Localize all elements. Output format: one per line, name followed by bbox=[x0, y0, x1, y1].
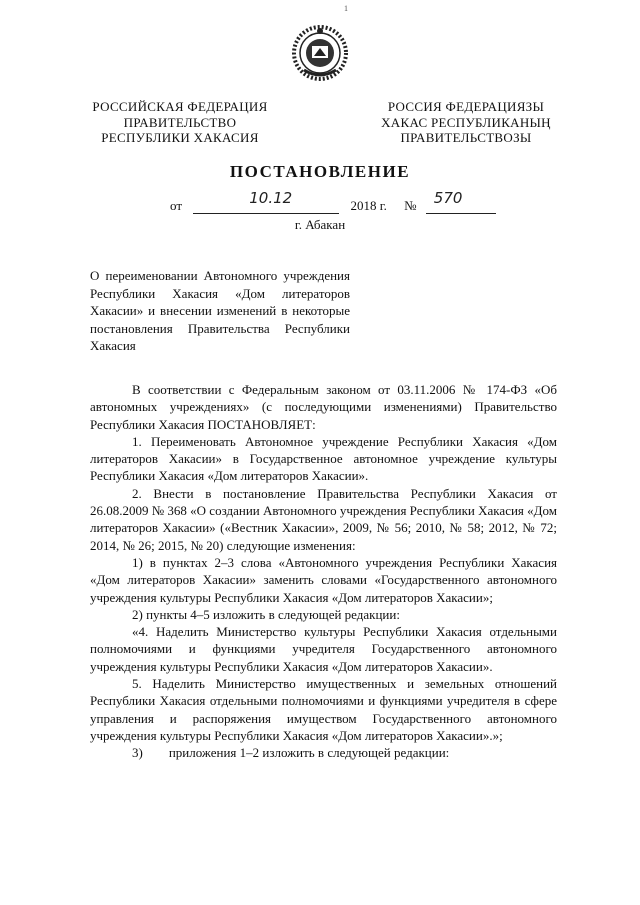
header-left-line: РОССИЙСКАЯ ФЕДЕРАЦИЯ bbox=[92, 99, 268, 114]
page-mark: 1 bbox=[344, 4, 348, 13]
header-left-line: РЕСПУБЛИКИ ХАКАСИЯ bbox=[101, 130, 259, 145]
paragraph: 5. Наделить Министерство имущественных и земельных отношений Республики Хакасия отдельными полномочиями и функциями учредителя в сфере управления и распоряжения имуществом Государственного автономного учреждения культуры Республики Хакасия «Дом литераторов Хакасии».»; bbox=[90, 676, 557, 743]
document-subject: О переименовании Автономного учреждения Республики Хакасия «Дом литераторов Хакасии» и внесении изменений в некоторые постановления Правительства Республики Хакасия bbox=[90, 268, 350, 353]
paragraph: В соответствии с Федеральным законом от 03.11.2006 № 174-ФЗ «Об автономных учреждениях» (с последующими изменениями) Правительство Республики Хакасия ПОСТАНОВЛЯЕТ: bbox=[90, 382, 557, 432]
paragraph: 3) приложения 1–2 изложить в следующей редакции: bbox=[132, 745, 450, 761]
header-right-line: ПРАВИТЕЛЬСТВОЗЫ bbox=[400, 130, 532, 145]
header-right bbox=[366, 99, 566, 146]
year-label: 2018 г. bbox=[350, 198, 387, 213]
city: г. Абакан bbox=[294, 217, 346, 232]
header-left bbox=[80, 99, 280, 146]
handwritten-date: 10.12 bbox=[249, 189, 293, 207]
paragraph: 1) в пунктах 2–3 слова «Автономного учреждения Республики Хакасия «Дом литераторов Хакасии» заменить словами «Государственного автономного учреждения культуры Республики Хакасия «Дом литераторов Хакасии»; bbox=[90, 554, 557, 605]
date-line bbox=[170, 189, 496, 219]
document-body bbox=[90, 381, 557, 762]
date-field bbox=[193, 189, 339, 214]
number-field bbox=[426, 189, 496, 214]
header-right-line: РОССИЯ ФЕДЕРАЦИЯЗЫ bbox=[387, 99, 545, 114]
document-title: ПОСТАНОВЛЕНИЕ bbox=[229, 162, 411, 181]
paragraph: «4. Наделить Министерство культуры Республики Хакасия отдельными полномочиями и функциями учредителя Государственного автономного учреждения культуры Республики Хакасия «Дом литераторов Хакасии». bbox=[90, 624, 557, 674]
from-label: от bbox=[170, 198, 183, 213]
number-label: № bbox=[404, 198, 417, 213]
header-right-line: ХАКАС РЕСПУБЛИКАНЫҢ bbox=[381, 114, 551, 130]
handwritten-number: 570 bbox=[433, 189, 463, 207]
khakassia-coat-of-arms-icon bbox=[290, 22, 350, 82]
paragraph: 2. Внести в постановление Правительства Республики Хакасия от 26.08.2009 № 368 «О создании Автономного учреждения Республики Хакасия «Дом литераторов Хакасии» («Вестник Хакасии», 2009, № 56; 2010, № 58; 2012, № 72; 2014, № 26; 2015, № 20) следующие изменения: bbox=[90, 485, 557, 553]
paragraph: 1. Переименовать Автономное учреждение Республики Хакасия «Дом литераторов Хакасии» в Государственное автономное учреждение культуры Республики Хакасия «Дом литераторов Хакасии». bbox=[90, 433, 557, 484]
header-left-line: ПРАВИТЕЛЬСТВО bbox=[123, 114, 237, 130]
paragraph: 2) пункты 4–5 изложить в следующей редакции: bbox=[132, 606, 400, 622]
